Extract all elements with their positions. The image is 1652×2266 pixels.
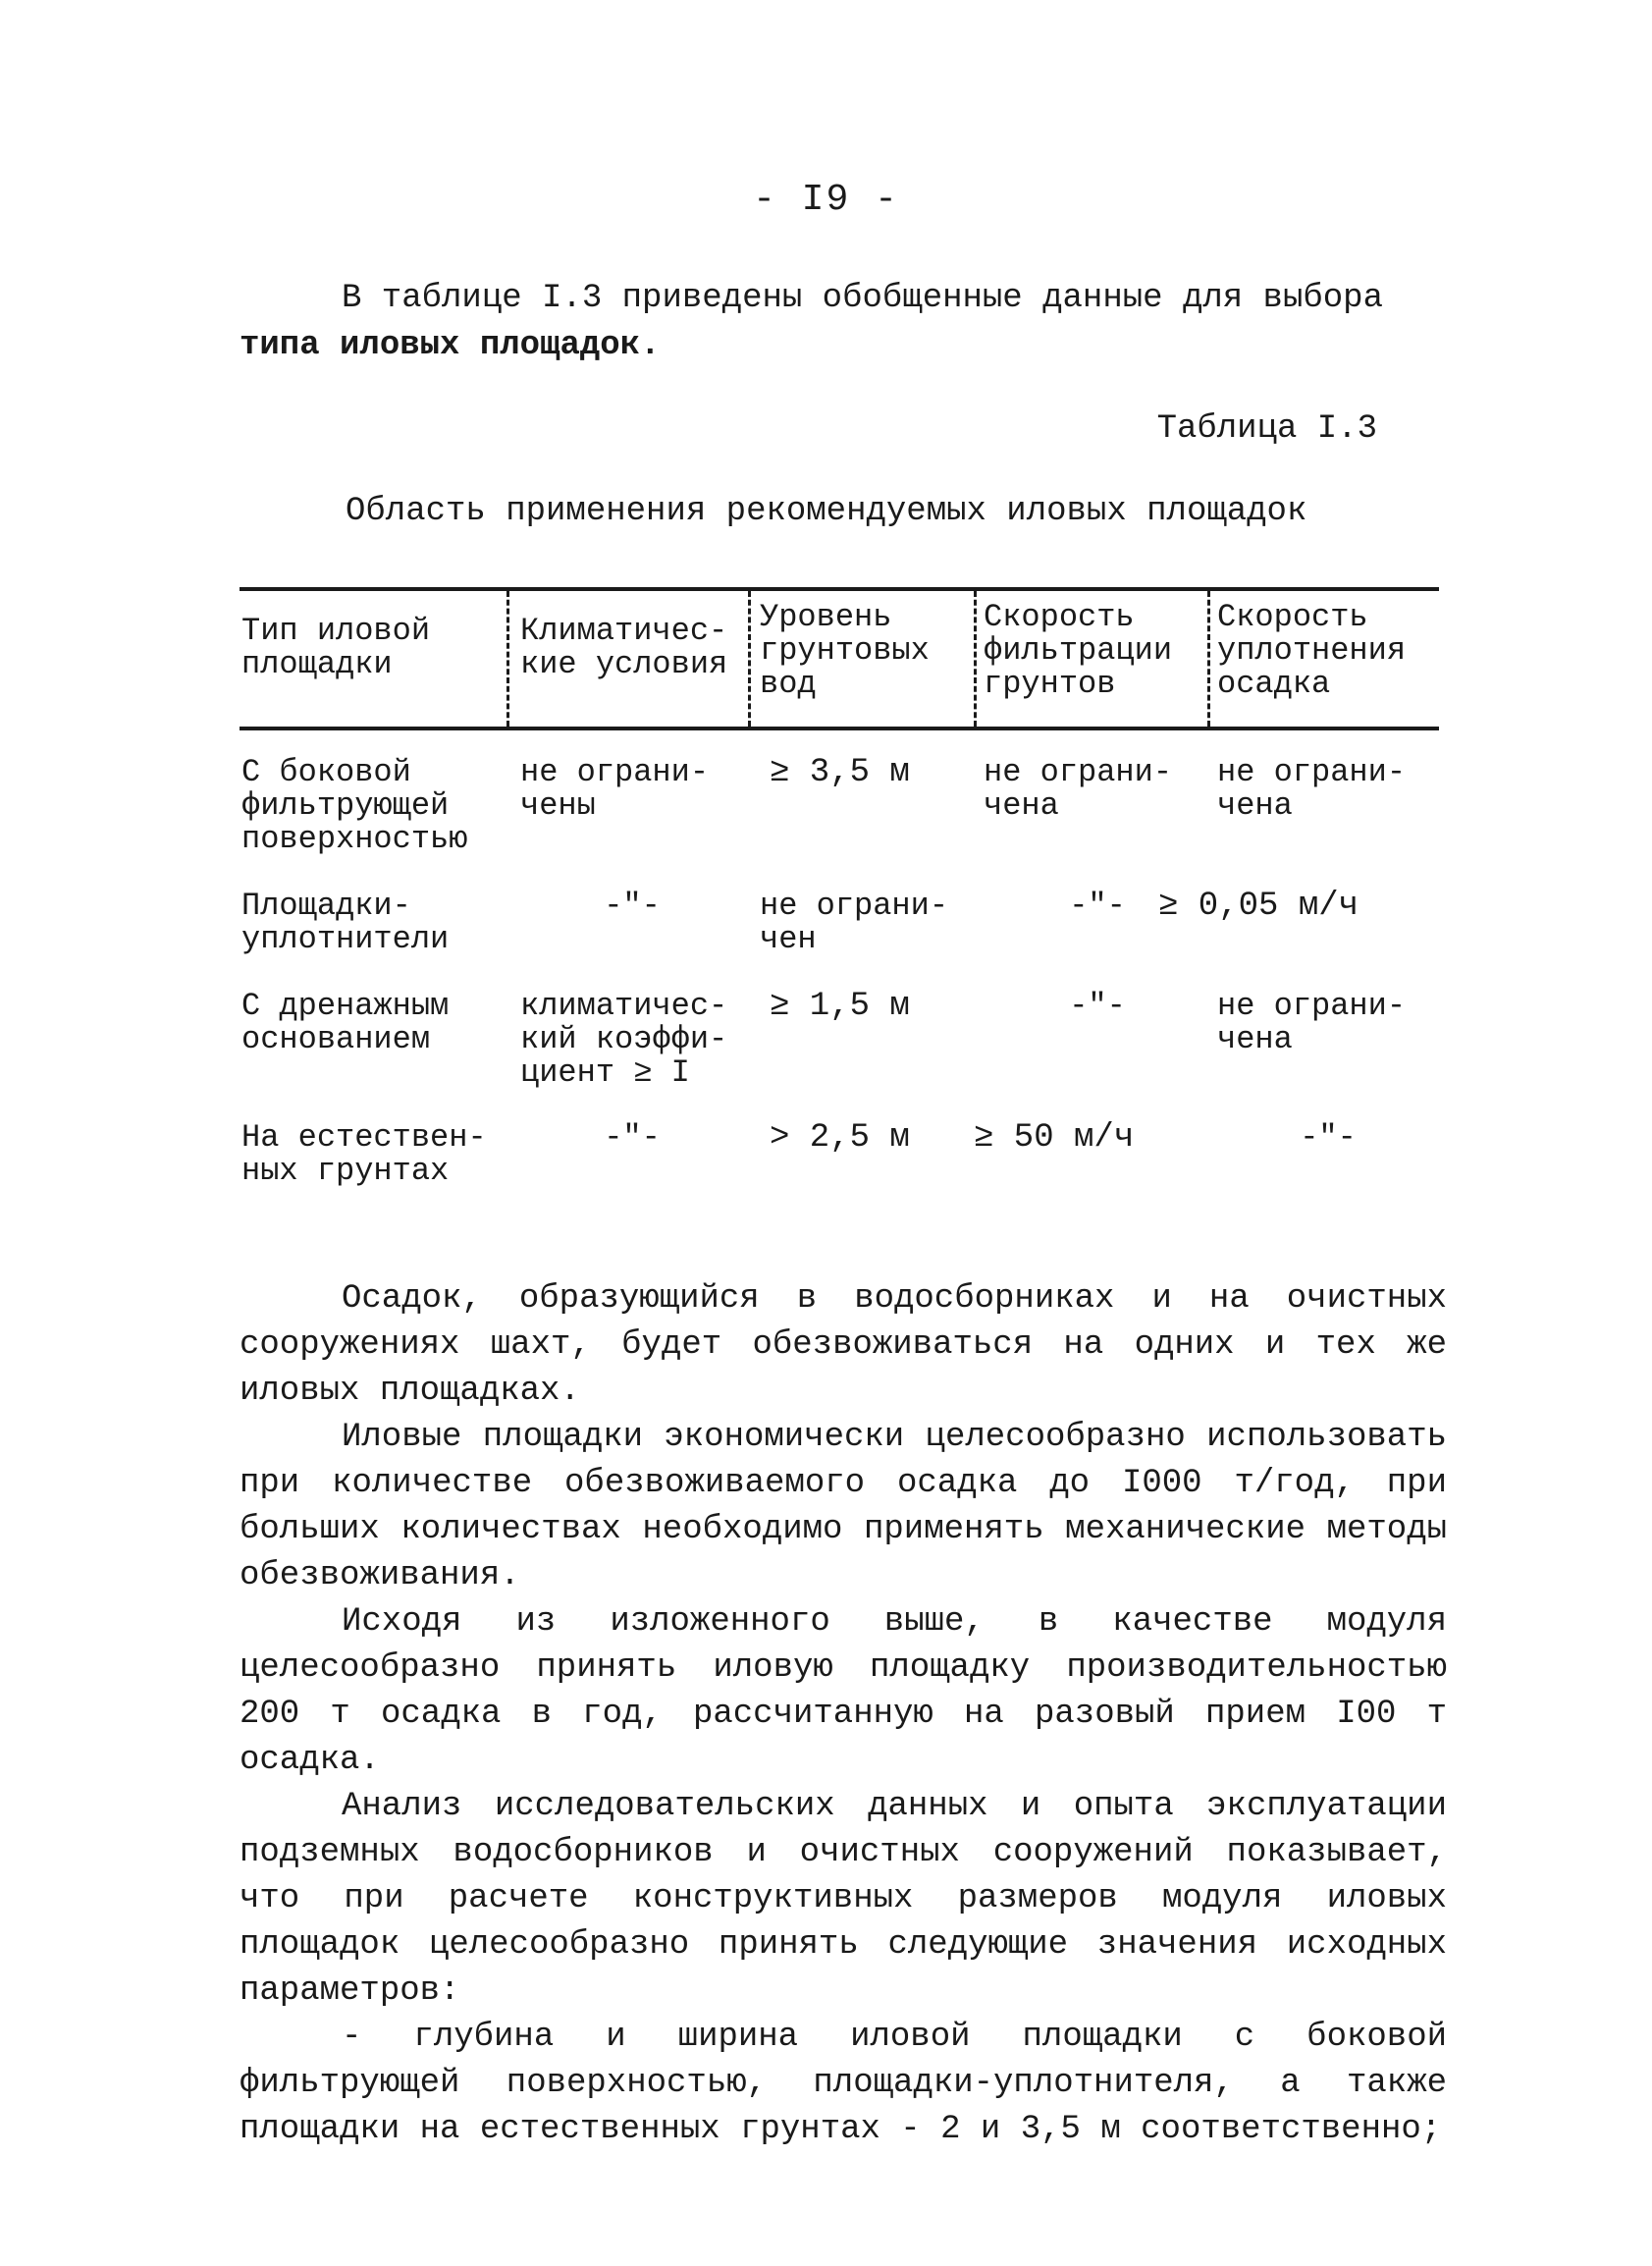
- table-cell: ≥ 1,5 м: [770, 988, 910, 1025]
- paragraph: Анализ исследовательских данных и опыта эксплуатации подземных водосборников и очистных сооружений показывает, что при расчете конструктивных размеров модуля иловых площадок целесообразно принять следующие значения исходных параметров:: [240, 1788, 1447, 2010]
- table-cell: не ограни- чена: [1217, 988, 1407, 1057]
- column-separator: [748, 591, 751, 727]
- intro-line-2: типа иловых площадок.: [240, 327, 661, 364]
- table-cell: > 2,5 м: [770, 1119, 910, 1157]
- table-label: Таблица I.3: [1156, 410, 1377, 448]
- table-cell: На естествен- ных грунтах: [241, 1119, 487, 1189]
- table-title: Область применения рекомендуемых иловых площадок: [346, 493, 1307, 530]
- table-header-cell: Скорость уплотнения осадка: [1217, 599, 1407, 702]
- table-cell: не ограни- чены: [520, 754, 710, 824]
- table-header-cell: Тип иловой площадки: [241, 613, 431, 682]
- intro-line-1: В таблице I.3 приведены обобщенные данные для выбора: [342, 280, 1383, 317]
- table-cell: ≥ 0,05 м/ч: [1158, 888, 1359, 925]
- list-item: - глубина и ширина иловой площадки с боковой фильтрующей поверхностью, площадки-уплотнителя, а также площадки на естественных грунтах - 2 и 3,5 м соответственно;: [240, 2019, 1447, 2148]
- table-header-cell: Климатичес- кие условия: [520, 613, 728, 682]
- table-cell: не ограни- чена: [1217, 754, 1407, 824]
- paragraph: Осадок, образующийся в водосборниках и на очистных сооружениях шахт, будет обезвоживаться на одних и тех же иловых площадках.: [240, 1280, 1447, 1410]
- table-cell: -"-: [1069, 888, 1126, 924]
- page-number: - I9 -: [753, 179, 899, 221]
- table-cell: не ограни- чена: [984, 754, 1173, 824]
- table-cell: С дренажным основанием: [241, 988, 450, 1057]
- table-cell: -"-: [1069, 988, 1126, 1024]
- table-cell: Площадки- уплотнители: [241, 888, 450, 957]
- table-cell: С боковой фильтрующей поверхностью: [241, 754, 468, 857]
- table-header-rule: [240, 727, 1439, 730]
- paragraph: Иловые площадки экономически целесообразно использовать при количестве обезвоживаемого осадка до I000 т/год, при больших количествах необходимо применять механические методы обезвоживания.: [240, 1419, 1447, 1594]
- table-cell: ≥ 3,5 м: [770, 754, 910, 791]
- table-header-cell: Скорость фильтрации грунтов: [984, 599, 1173, 702]
- table-cell: ≥ 50 м/ч: [974, 1119, 1135, 1157]
- table-header-cell: Уровень грунтовых вод: [760, 599, 930, 702]
- table-cell: не ограни- чен: [760, 888, 949, 957]
- table-cell: -"-: [1300, 1119, 1357, 1156]
- table-cell: -"-: [604, 1119, 661, 1156]
- table-cell: -"-: [604, 888, 661, 924]
- table-cell: климатичес- кий коэффи- циент ≥ I: [520, 988, 728, 1091]
- paragraph: Исходя из изложенного выше, в качестве модуля целесообразно принять иловую площадку производительностью 200 т осадка в год, рассчитанную на разовый прием I00 т осадка.: [240, 1603, 1447, 1779]
- column-separator: [506, 591, 509, 727]
- table-top-rule: [240, 587, 1439, 591]
- intro-paragraph: [240, 275, 1398, 369]
- body-text: [240, 1276, 1447, 2153]
